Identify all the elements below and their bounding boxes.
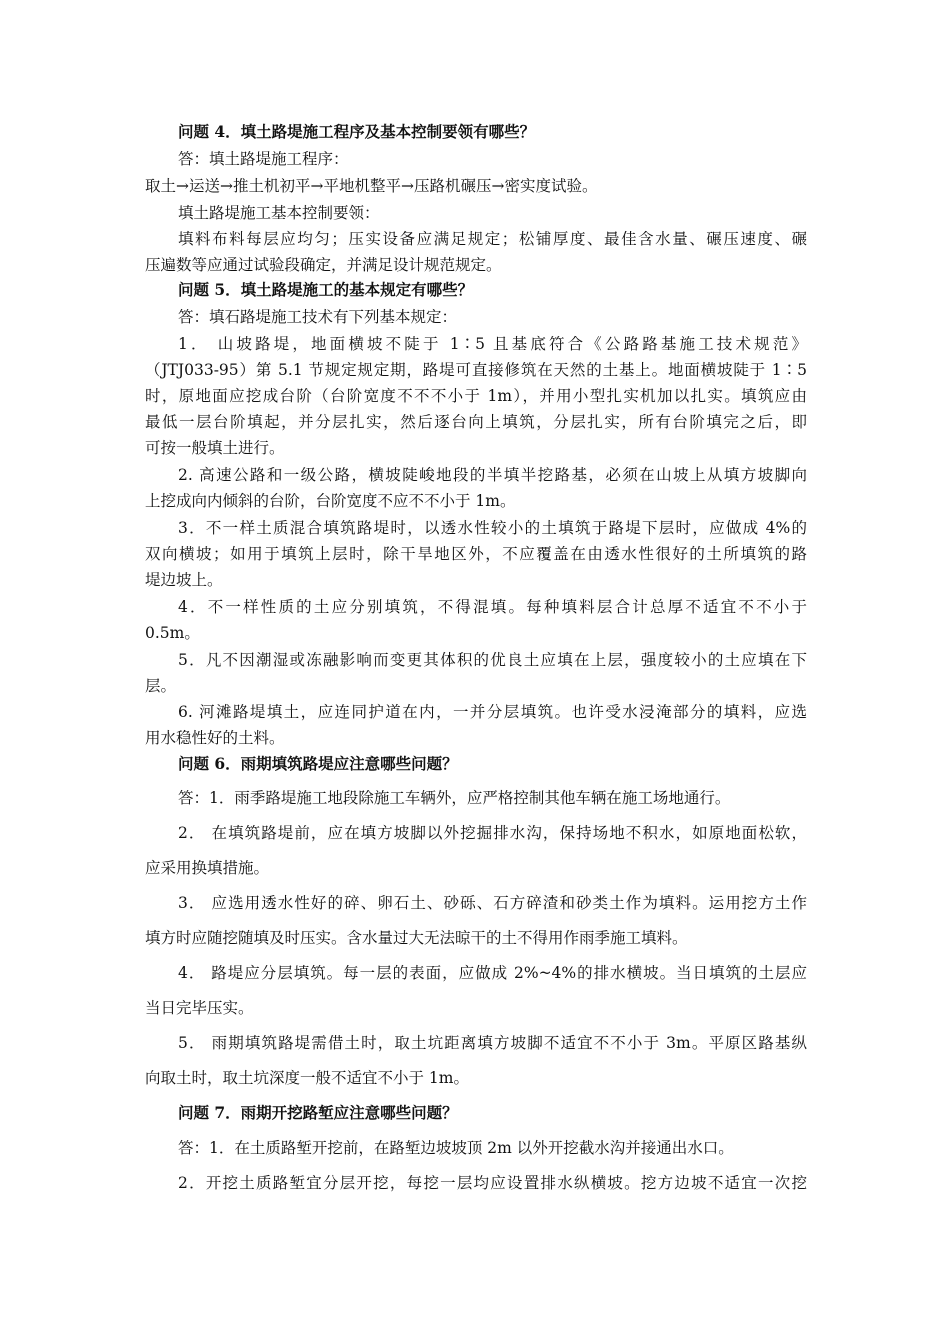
paragraph-line: 答：填石路堤施工技术有下列基本规定： (178, 308, 458, 326)
paragraph-line: 上挖成向内倾斜的台阶，台阶宽度不应不不小于 1m。 (145, 492, 516, 510)
paragraph-line: 答：1．雨季路堤施工地段除施工车辆外，应严格控制其他车辆在施工场地通行。 (178, 789, 731, 807)
paragraph-line: 3． 应选用透水性好的碎、卵石土、砂砾、石方碎渣和砂类土作为填料。运用挖方土作 (178, 894, 807, 912)
paragraph-line: 3．不一样土质混合填筑路堤时，以透水性较小的土填筑于路堤下层时，应做成 4%的 (178, 519, 807, 537)
paragraph-line: 填土路堤施工基本控制要领： (178, 204, 380, 222)
heading-q7: 问题 7．雨期开挖路堑应注意哪些问题？ (178, 1103, 458, 1122)
paragraph-line: 取土→运送→推土机初平→平地机整平→压路机碾压→密实度试验。 (145, 177, 598, 195)
heading-q6: 问题 6．雨期填筑路堤应注意哪些问题？ (178, 754, 458, 773)
paragraph-line: 答：填土路堤施工程序： (178, 150, 349, 168)
paragraph-line: 填料布料每层应均匀；压实设备应满足规定；松铺厚度、最佳含水量、碾压速度、碾 (178, 230, 807, 248)
paragraph-line: （JTJ033-95）第 5.1 节规定规定期，路堤可直接修筑在天然的土基上。地面横坡陡于 1∶5 (145, 361, 807, 379)
paragraph-line: 时，原地面应挖成台阶（台阶宽度不不不小于 1m），并用小型扎实机加以扎实。填筑应由 (145, 387, 807, 405)
paragraph-line: 5． 雨期填筑路堤需借土时，取土坑距离填方坡脚不适宜不不小于 3m。平原区路基纵 (178, 1034, 807, 1052)
paragraph-line: 4． 路堤应分层填筑。每一层的表面，应做成 2%~4%的排水横坡。当日填筑的土层应 (178, 964, 807, 982)
paragraph-line: 4．不一样性质的土应分别填筑，不得混填。每种填料层合计总厚不适宜不不小于 (178, 598, 807, 616)
paragraph-line: 堤边坡上。 (145, 571, 223, 589)
paragraph-line: 6. 河滩路堤填土，应连同护道在内，一并分层填筑。也许受水浸淹部分的填料，应选 (178, 703, 807, 721)
paragraph-line: 层。 (145, 677, 177, 695)
paragraph-line: 0.5m。 (145, 624, 200, 642)
paragraph-line: 2． 在填筑路堤前，应在填方坡脚以外挖掘排水沟，保持场地不积水，如原地面松软， (178, 824, 807, 842)
paragraph-line: 向取土时，取土坑深度一般不适宜不小于 1m。 (145, 1069, 469, 1087)
paragraph-line: 应采用换填措施。 (145, 859, 270, 877)
paragraph-line: 压遍数等应通过试验段确定，并满足设计规范规定。 (145, 256, 502, 274)
paragraph-line: 最低一层台阶填起，并分层扎实，然后逐台向上填筑，分层扎实，所有台阶填完之后，即 (145, 413, 807, 431)
paragraph-line: 答：1．在土质路堑开挖前，在路堑边坡坡顶 2m 以外开挖截水沟并接通出水口。 (178, 1139, 734, 1157)
paragraph-line: 用水稳性好的土料。 (145, 729, 285, 747)
paragraph-line: 可按一般填土进行。 (145, 439, 285, 457)
paragraph-line: 双向横坡；如用于填筑上层时，除干旱地区外，不应覆盖在由透水性很好的土所填筑的路 (145, 545, 807, 563)
paragraph-line: 填方时应随挖随填及时压实。含水量过大无法晾干的土不得用作雨季施工填料。 (145, 929, 688, 947)
paragraph-line: 2．开挖土质路堑宜分层开挖，每挖一层均应设置排水纵横坡。挖方边坡不适宜一次挖 (178, 1174, 807, 1192)
paragraph-line: 2. 高速公路和一级公路，横坡陡峻地段的半填半挖路基，必须在山坡上从填方坡脚向 (178, 466, 807, 484)
heading-q4: 问题 4．填土路堤施工程序及基本控制要领有哪些？ (178, 122, 536, 141)
heading-q5: 问题 5．填土路堤施工的基本规定有哪些？ (178, 280, 474, 299)
paragraph-line: 1． 山坡路堤，地面横坡不陡于 1∶5 且基底符合《公路路基施工技术规范》 (178, 335, 807, 353)
paragraph-line: 5．凡不因潮湿或冻融影响而变更其体积的优良土应填在上层，强度较小的土应填在下 (178, 651, 807, 669)
paragraph-line: 当日完毕压实。 (145, 999, 254, 1017)
